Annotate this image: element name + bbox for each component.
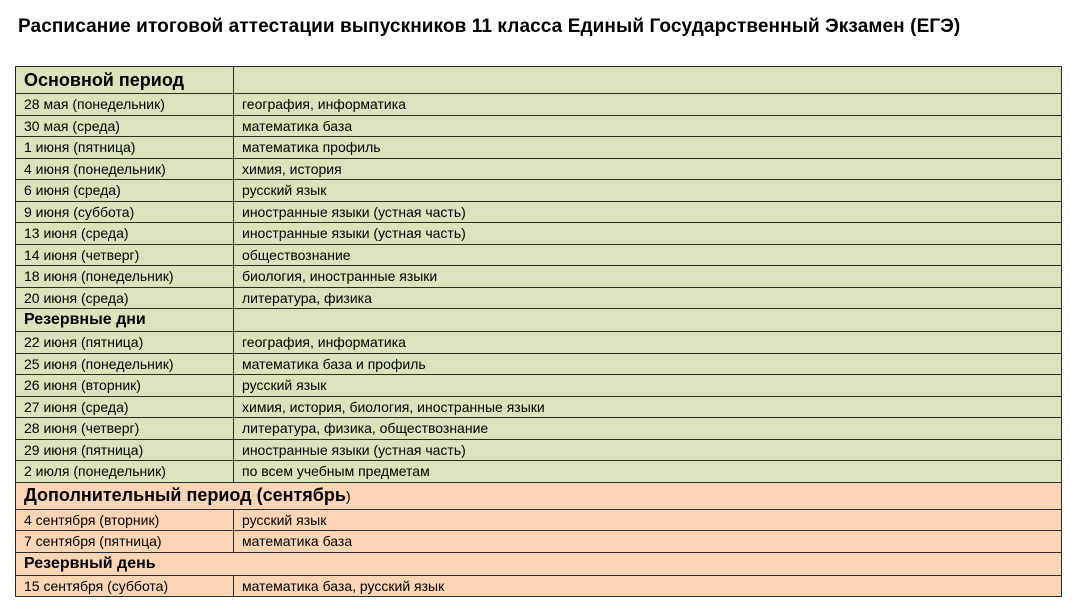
table-row <box>16 180 1062 202</box>
exam-subjects: русский язык <box>234 375 1062 397</box>
exam-date: 26 июня (вторник) <box>16 375 234 397</box>
exam-subjects: обществознание <box>234 244 1062 266</box>
page-title: Расписание итоговой аттестации выпускников 11 класса Единый Государственный Экзамен (ЕГЭ) <box>18 16 961 37</box>
table-row <box>16 94 1062 116</box>
exam-date: 14 июня (четверг) <box>16 244 234 266</box>
table-row <box>16 158 1062 180</box>
exam-schedule-table <box>15 66 1062 597</box>
table-row <box>16 137 1062 159</box>
exam-subjects: биология, иностранные языки <box>234 266 1062 288</box>
additional-period-header-row <box>16 482 1062 509</box>
exam-subjects: иностранные языки (устная часть) <box>234 201 1062 223</box>
exam-subjects: математика база <box>234 115 1062 137</box>
exam-subjects: русский язык <box>234 509 1062 531</box>
table-row <box>16 201 1062 223</box>
exam-date: 1 июня (пятница) <box>16 137 234 159</box>
table-row <box>16 353 1062 375</box>
exam-date: 29 июня (пятница) <box>16 439 234 461</box>
exam-date: 7 сентября (пятница) <box>16 531 234 553</box>
table-row <box>16 509 1062 531</box>
table-row <box>16 418 1062 440</box>
table-row <box>16 223 1062 245</box>
main-period-heading-empty <box>234 67 1062 94</box>
table-row <box>16 531 1062 553</box>
reserve-days-heading-empty <box>234 309 1062 332</box>
exam-subjects: иностранные языки (устная часть) <box>234 439 1062 461</box>
exam-date: 13 июня (среда) <box>16 223 234 245</box>
exam-subjects: литература, физика <box>234 287 1062 309</box>
exam-date: 25 июня (понедельник) <box>16 353 234 375</box>
exam-date: 18 июня (понедельник) <box>16 266 234 288</box>
exam-subjects: география, информатика <box>234 94 1062 116</box>
table-row <box>16 266 1062 288</box>
exam-date: 22 июня (пятница) <box>16 332 234 354</box>
exam-date: 28 мая (понедельник) <box>16 94 234 116</box>
exam-subjects: математика база, русский язык <box>234 575 1062 597</box>
exam-subjects: по всем учебным предметам <box>234 461 1062 483</box>
exam-date: 20 июня (среда) <box>16 287 234 309</box>
exam-subjects: география, информатика <box>234 332 1062 354</box>
additional-period-heading-close: ) <box>345 488 351 504</box>
exam-subjects: математика профиль <box>234 137 1062 159</box>
exam-subjects: литература, физика, обществознание <box>234 418 1062 440</box>
exam-subjects: математика база и профиль <box>234 353 1062 375</box>
exam-date: 4 сентября (вторник) <box>16 509 234 531</box>
exam-date: 15 сентября (суббота) <box>16 575 234 597</box>
reserve-days-header-row <box>16 309 1062 332</box>
main-period-header-row <box>16 67 1062 94</box>
table-row <box>16 396 1062 418</box>
table-row <box>16 575 1062 597</box>
main-period-heading: Основной период <box>16 67 234 94</box>
table-row <box>16 375 1062 397</box>
reserve-days-heading: Резервные дни <box>16 309 234 332</box>
exam-subjects: химия, история <box>234 158 1062 180</box>
table-row <box>16 439 1062 461</box>
table-row <box>16 332 1062 354</box>
additional-period-heading: Дополнительный период (сентябрь <box>24 485 346 505</box>
reserve-day-heading: Резервный день <box>16 552 1062 575</box>
table-row <box>16 244 1062 266</box>
exam-subjects: русский язык <box>234 180 1062 202</box>
reserve-day-header-row <box>16 552 1062 575</box>
exam-date: 28 июня (четверг) <box>16 418 234 440</box>
table-row <box>16 287 1062 309</box>
table-row <box>16 115 1062 137</box>
exam-subjects: иностранные языки (устная часть) <box>234 223 1062 245</box>
exam-date: 2 июля (понедельник) <box>16 461 234 483</box>
exam-date: 6 июня (среда) <box>16 180 234 202</box>
additional-period-heading-cell <box>16 482 1062 509</box>
exam-date: 27 июня (среда) <box>16 396 234 418</box>
table-row <box>16 461 1062 483</box>
exam-subjects: химия, история, биология, иностранные языки <box>234 396 1062 418</box>
exam-date: 9 июня (суббота) <box>16 201 234 223</box>
exam-date: 4 июня (понедельник) <box>16 158 234 180</box>
exam-date: 30 мая (среда) <box>16 115 234 137</box>
exam-subjects: математика база <box>234 531 1062 553</box>
